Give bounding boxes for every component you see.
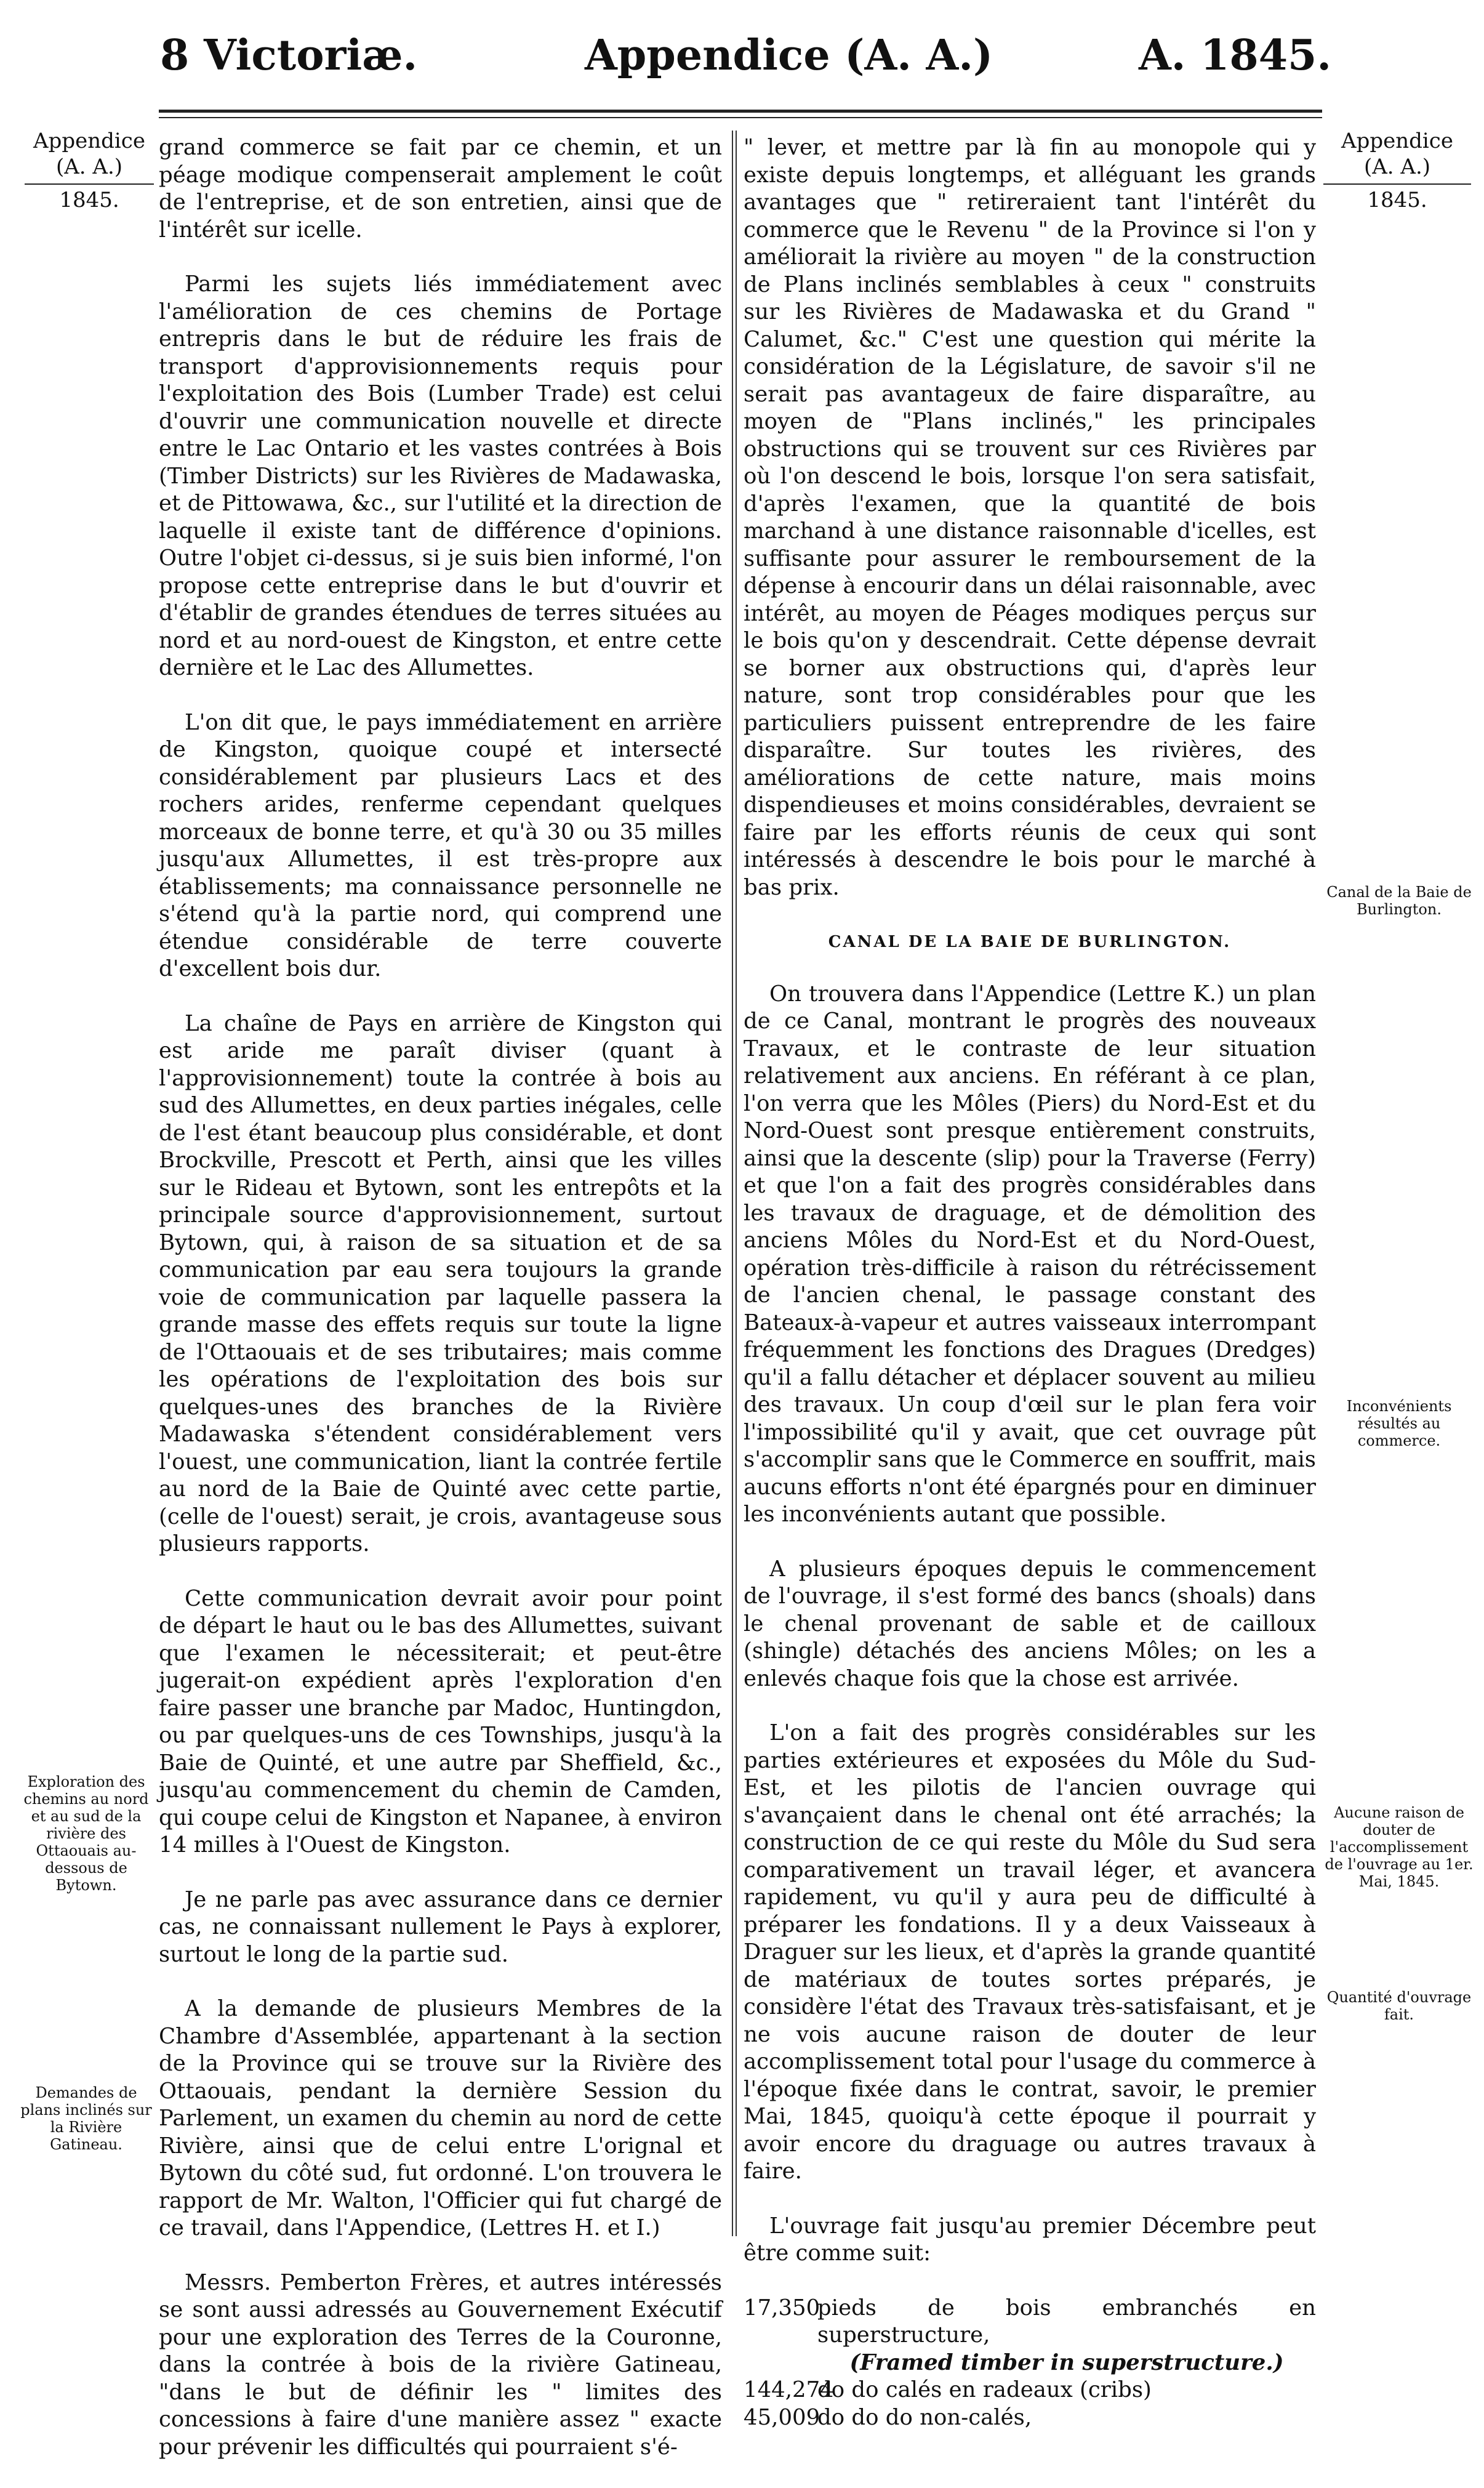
table-description: (Framed timber in superstructure.) [849,2349,1284,2375]
paragraph: Messrs. Pemberton Frères, et autres intéressés se sont aussi adressés au Gouvernement Exécutif pour une exploration des Terres de la Couronne, dans la contrée à bois de la rivière Gatineau, "dans le but de définir les " limites des concessions à faire d'une manière assez " exacte pour prévenir les difficultés qui pourraient s'é- [159,2269,722,2460]
side-note-inconvenients: Inconvénients résultés au commerce. [1346,1398,1452,1449]
side-note-exploration: Exploration des chemins au nord et au sud de la rivière des Ottaouais au-dessous de Bytown. [23,1773,149,1894]
paragraph-quote: " lever, et mettre par là fin au monopole qui y existe depuis longtemps, et alléguant les grands avantages que " retireraient tant l'intérêt du commerce que le Revenu " de la Province si l'on y améliorait la rivière au moyen " de la construction de Plans inclinés semblables à ceux " construits sur les Rivières de Madawaska et du Grand " Calumet, &c." C'est une question qui mérite la considération de la Législature, de savoir s'il ne serait pas avantageux de faire disparaître, au moyen de "Plans inclinés," les principales obstructions qui se trouvent sur ces Rivières par où l'on descend le bois, lorsque l'on sera satisfait, d'après l'examen, que la quantité de bois marchand à une distance raisonnable d'icelles, est suffisante pour assurer le remboursement de la dépense à encourir dans un délai raisonnable, avec intérêt, au moyen de Péages modiques perçus sur le bois qu'on y descendrait. Cette dépense devrait se borner aux obstructions qui, d'après leur nature, sont trop considérables pour que les particuliers puissent entreprendre de les faire disparaître. Sur toutes les rivières, des améliorations de cette nature, mais moins dispendieuses et moins considérables, devraient se faire par les efforts réunis de ceux qui sont intéressés à descendre le bois pour le marché à bas prix. [744,135,1316,900]
paragraph: L'ouvrage fait jusqu'au premier Décembre peut être comme suit: [744,2213,1316,2266]
paragraph: La chaîne de Pays en arrière de Kingston qui est aride me paraît diviser (quant à l'approvisionnement) toute la contrée à bois au sud des Allumettes, en deux parties inégales, celle de l'est étant beaucoup plus considérable, et dont Brockville, Prescott et Perth, ainsi que les villes sur le Rideau et Bytown, sont les entrepôts et la principale source d'approvisionnement, surtout Bytown, qui, à raison de sa situation et de sa communication par eau sera toujours la grande voie de communication par laquelle passera la grande masse des effets requis sur toute la ligne de l'Ottaouais et de ses tributaires; mais comme les opérations de l'exploitation des bois sur quelques-unes des branches de la Rivière Madawaska s'étendent considérablement vers l'ouest, une communication, liant la contrée fertile au nord de la Baie de Quinté avec cette partie, (celle de l'ouest) serait, je crois, avantageuse sous plusieurs rapports. [159,1010,722,1556]
table-quantity: 45,009 [744,2404,820,2430]
right-column [744,134,1316,2431]
paragraph: Parmi les sujets liés immédiatement avec l'amélioration de ces chemins de Portage entrepris dans le but de réduire les frais de transport d'approvisionnements requis pour l'exploitation des Bois (Lumber Trade) est celui d'ouvrir une communication nouvelle et directe entre le Lac Ontario et les vastes contrées à Bois (Timber Districts) sur les Rivières de Madawaska, et de Pittowawa, &c., sur l'utilité et la direction de laquelle il existe tant de différence d'opinions. Outre l'objet ci-dessus, si je suis bien informé, l'on propose cette entreprise dans le but d'ouvrir et d'établir de grandes étendues de terres situées au nord et au nord-ouest de Kingston, et entre cette dernière et le Lac des Allumettes. [159,272,722,680]
table-quantity: 144,274 [744,2377,834,2402]
table-row [744,2377,1316,2404]
column-divider [732,131,733,2236]
header-year: A. 1845. [1139,31,1332,80]
table-row [744,2295,1316,2349]
column-divider [736,131,737,2236]
header-rule-thick [159,110,1322,113]
badge-code: (A. A.) [1363,155,1431,179]
badge-title: Appendice [1341,129,1453,153]
page-header [0,25,1484,111]
section-heading: CANAL DE LA BAIE DE BURLINGTON. [828,933,1232,951]
paragraph: Cette communication devrait avoir pour point de départ le haut ou le bas des Allumettes, suivant que l'examen le nécessiterait; et peut-être jugerait-on expédient après l'exploration d'en faire passer une branche par Madoc, Huntingdon, ou par quelques-uns de ces Townships, jusqu'à la Baie de Quinté, et une autre par Sheffield, &c., jusqu'au commencement du chemin de Camden, qui coupe celui de Kingston et Napanee, à environ 14 milles à l'Ouest de Kingston. [159,1585,722,1858]
header-appendix: Appendice (A. A.) [585,31,993,80]
badge-divider [25,183,154,185]
table-row [744,2349,1316,2377]
badge-divider [1323,183,1471,185]
table-row [744,2404,1316,2432]
header-rule-thin [159,117,1322,118]
margin-badge-right [1323,128,1471,213]
badge-year: 1845. [1367,188,1427,212]
table-quantity: 17,350 [744,2295,820,2321]
table-description: pieds de bois embranchés en superstructure, [817,2295,1316,2348]
paragraph: A plusieurs époques depuis le commencement de l'ouvrage, il s'est formé des bancs (shoals) dans le chenal provenant de sable et de cailloux (shingle) détachés des anciens Môles; on les a enlevés chaque fois que la chose est arrivée. [744,1556,1316,1691]
table-description: do do do non-calés, [817,2404,1032,2430]
side-note-canal: Canal de la Baie de Burlington. [1326,884,1472,918]
quantities-table [744,2295,1316,2432]
badge-year: 1845. [59,188,119,212]
paragraph: On trouvera dans l'Appendice (Lettre K.) un plan de ce Canal, montrant le progrès des nouveaux Travaux, et le contraste de leur situation relativement aux anciens. En référant à ce plan, l'on verra que les Môles (Piers) du Nord-Est et du Nord-Ouest sont presque entièrement construits, ainsi que la descente (slip) pour la Traverse (Ferry) et que l'on a fait des progrès considérables dans les travaux de draguage, et de démolition des anciens Môles du Nord-Est et du Nord-Ouest, opération très-difficile à raison du rétrécissement de l'ancien chenal, le passage constant des Bateaux-à-vapeur et autres vaisseaux interrompant fréquemment les fonctions des Dragues (Dredges) qu'il a fallu détacher et déplacer souvent au milieu des travaux. Un coup d'œil sur le plan fera voir l'impossibilité qu'il y avait, que cet ouvrage pût s'accomplir sans que le Commerce en souffrit, mais aucuns efforts n'ont été épargnés pour en diminuer les inconvénients autant que possible. [744,981,1316,1527]
table-description: do do calés en radeaux (cribs) [817,2377,1152,2402]
side-note-gatineau: Demandes de plans inclinés sur la Rivière Gatineau. [20,2084,152,2153]
header-session: 8 Victoriæ. [160,31,418,80]
table-quantity [744,2349,817,2377]
paragraph: A la demande de plusieurs Membres de la Chambre d'Assemblée, appartenant à la section de la Province qui se trouve sur la Rivière des Ottaouais, pendant la dernière Session du Parlement, un examen du chemin au nord de cette Rivière, ainsi que de celui entre L'orignal et Bytown du côté sud, fut ordonné. L'on trouvera le rapport de Mr. Walton, l'Officier qui fut chargé de ce travail, dans l'Appendice, (Lettres H. et I.) [159,1996,722,2240]
side-note-accomplissement: Aucune raison de douter de l'accomplissement de l'ouvrage au 1er. Mai, 1845. [1325,1804,1474,1890]
paragraph: Je ne parle pas avec assurance dans ce dernier cas, ne connaissant nullement le Pays à explorer, surtout le long de la partie sud. [159,1886,722,1967]
paragraph: L'on a fait des progrès considérables sur les parties extérieures et exposées du Môle du Sud-Est, et les pilotis de l'ancien ouvrage qui s'avançaient dans le chenal ont été arrachés; la construction de ce qui reste du Môle du Sud sera comparativement un travail léger, et avancera rapidement, vu qu'il y aura peu de difficulté à préparer les fondations. Il y a deux Vaisseaux à Draguer sur les lieux, et d'après la grande quantité de matériaux de toutes sortes préparés, je considère l'état des Travaux très-satisfaisant, et je ne vois aucune raison de douter de leur accomplissement total pour l'usage du commerce à l'époque fixée dans le contrat, savoir, le premier Mai, 1845, quoiqu'à cette époque il pourrait y avoir encore du draguage ou autres travaux à faire. [744,1720,1316,2184]
left-column [159,134,722,2488]
badge-code: (A. A.) [55,155,123,179]
side-note-quantite: Quantité d'ouvrage fait. [1326,1989,1472,2023]
paragraph: grand commerce se fait par ce chemin, et un péage modique compenserait amplement le coût de l'entreprise, et de son entretien, ainsi que de l'intérêt sur icelle. [159,135,722,243]
margin-badge-left [25,128,154,213]
badge-title: Appendice [33,129,145,153]
paragraph: L'on dit que, le pays immédiatement en arrière de Kingston, quoique coupé et intersecté considérablement par plusieurs Lacs et des rochers arides, renferme cependant quelques morceaux de bonne terre, et qu'à 30 ou 35 milles jusqu'aux Allumettes, il est très-propre aux établissements; ma connaissance personnelle ne s'étend qu'à la partie nord, qui comprend une étendue considérable de terre couverte d'excellent bois dur. [159,709,722,981]
